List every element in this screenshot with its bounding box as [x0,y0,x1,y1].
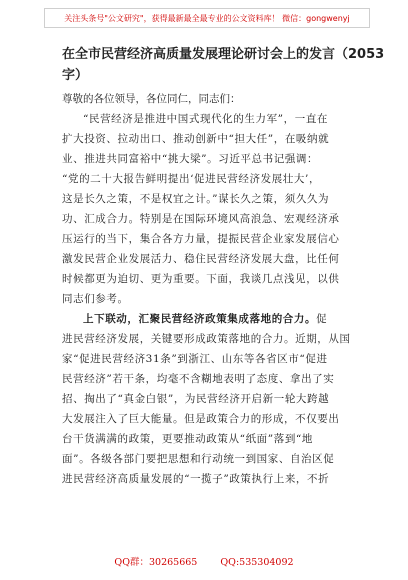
text-line: 家“促进民营经济31条”到浙江、山东等各省区市“促进 [62,353,328,365]
text-line: 激发民营企业发展活力、稳住民营经济发展大盘，比任何 [62,253,340,265]
paragraph-2 [62,309,362,489]
title-line-1: 在全市民营经济高质量发展理论研讨会上的发言（2053 [62,47,385,62]
document-body [62,44,385,489]
text-line: 台干货满满的政策，更要推动政策从“纸面”落到“地 [62,433,314,445]
text-line: 这是长久之策，不是权宜之计。”谋长久之策，须久久为 [62,193,330,205]
text-line: 时候都更为迫切、更为重要。下面，我谈几点浅见，以供 [62,273,340,285]
text-line: “党的二十大报告鲜明提出‘促进民营经济发展壮大’， [62,173,321,185]
greeting: 尊敬的各位领导，各位同仁，同志们： [62,93,241,105]
section-heading: 上下联动，汇聚民营经济政策集成落地的合力。 [83,313,317,325]
text-line: 民营经济”若干条，均毫不含糊地表明了态度、拿出了实 [62,373,335,385]
heading-trailing-text: 促 [316,313,328,325]
text-line: 大发展注入了巨大能量。但是政策合力的形成，不仅要出 [62,413,340,425]
header-banner [44,8,370,28]
document-title [62,44,385,86]
text-line: 同志们参考。 [62,293,129,305]
text-line: 进民营经济发展，关键要形成政策落地的合力。近期，从国 [62,333,351,345]
text-line: 招、掏出了“真金白银”，为民营经济开启新一轮大跨越 [62,393,330,405]
text-line: 进民营经济高质量发展的“一揽子”政策执行上来，不折 [62,473,330,485]
text-line: 压运行的当下，集合各方力量，提振民营企业家发展信心 [62,233,340,245]
header-banner-text: 关注头条号"公文研究"，获得最新最全最专业的公文资料库！ 微信：gongwenyj [64,13,350,23]
footer-contact [0,554,408,568]
text-line: 业、推进共同富裕中“挑大梁”。习近平总书记强调： [62,153,319,165]
text-line: 功、汇成合力。特别是在国际环境风高浪急、宏观经济承 [62,213,340,225]
footer-qq-group: QQ群：30265665 [114,557,198,568]
title-line-2: 字） [62,68,89,83]
text-line [62,309,362,329]
text-line: “民营经济是推进中国式现代化的生力军”，一直在 [83,113,329,125]
text-line: 扩大投资、拉动出口、推动创新中“担大任”，在吸纳就 [62,133,330,145]
text-line: 面”。各级各部门要把思想和行动统一到国家、自治区促 [62,453,335,465]
paragraph-1 [62,109,362,309]
footer-qq: QQ:535304092 [220,557,294,568]
